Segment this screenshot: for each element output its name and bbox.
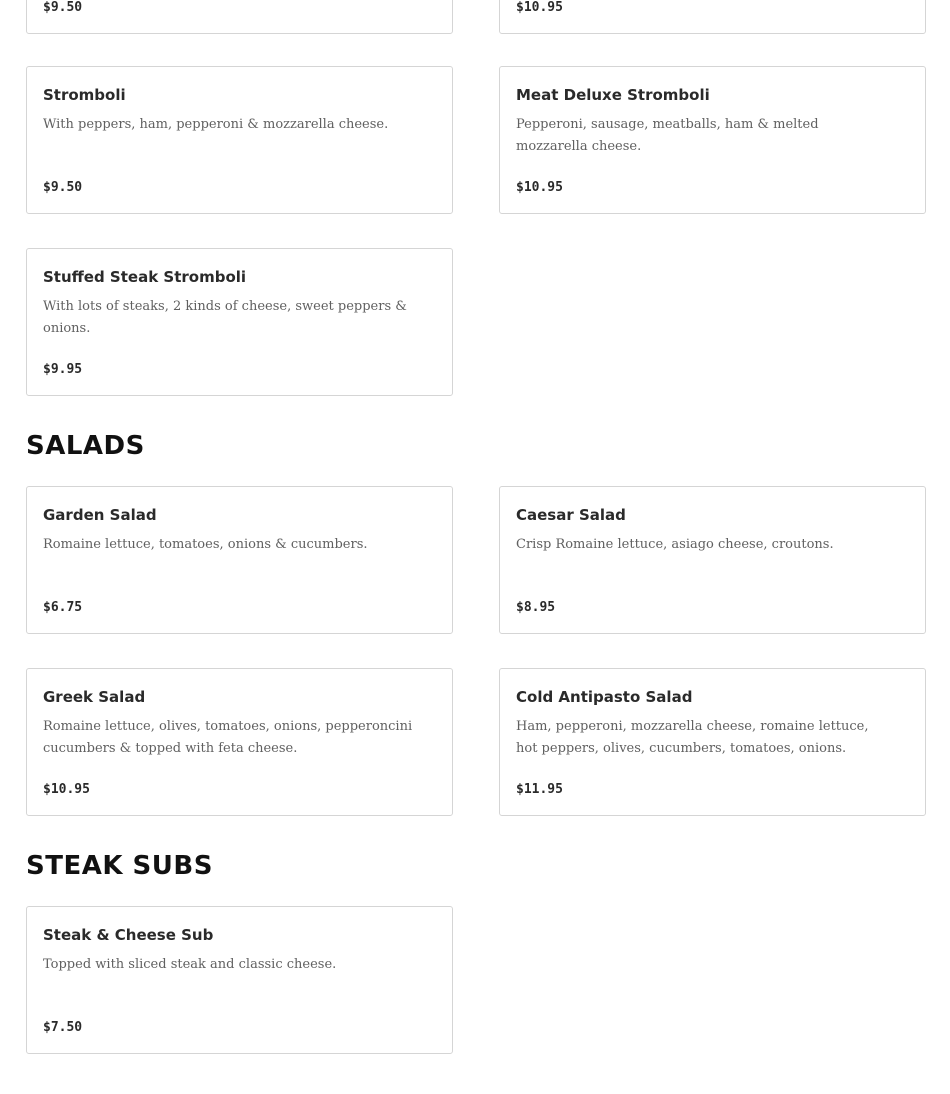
menu-item-price: $9.95 [43,362,83,377]
menu-item-price: $6.75 [43,600,83,615]
menu-item-card[interactable] [499,0,926,34]
menu-item-name: Meat Deluxe Stromboli [516,86,710,104]
menu-item-name: Cold Antipasto Salad [516,688,693,706]
menu-item-description: Topped with sliced steak and classic cheese. [43,957,337,972]
menu-item-price: $11.95 [516,782,563,797]
menu-item-description: Pepperoni, sausage, meatballs, ham & melted mozzarella cheese. [516,117,819,154]
menu-item-name: Stromboli [43,86,126,104]
menu-item-card[interactable] [499,66,926,214]
menu-item-description: Romaine lettuce, olives, tomatoes, onions, pepperoncini cucumbers & topped with feta cheese. [43,719,413,756]
menu-item-card[interactable] [26,668,453,816]
menu-item-price: $9.50 [43,180,83,195]
menu-item-description: Romaine lettuce, tomatoes, onions & cucumbers. [43,537,368,552]
menu-item-description: With lots of steaks, 2 kinds of cheese, sweet peppers & onions. [43,299,407,336]
menu-item-name: Stuffed Steak Stromboli [43,268,247,286]
section-title-salads: SALADS [26,431,145,461]
menu-item-description: With peppers, ham, pepperoni & mozzarella cheese. [43,117,389,132]
menu-item-card[interactable] [26,486,453,634]
menu-item-name: Garden Salad [43,506,157,524]
menu-item-description: Ham, pepperoni, mozzarella cheese, romaine lettuce, hot peppers, olives, cucumbers, tomatoes, onions. [516,719,869,756]
menu-item-price: $8.95 [516,600,556,615]
menu-item-price: $10.95 [516,180,563,195]
section-title-steak-subs: STEAK SUBS [26,851,213,881]
menu-item-description: Crisp Romaine lettuce, asiago cheese, croutons. [516,537,834,552]
menu-item-name: Greek Salad [43,688,146,706]
menu-item-card[interactable] [26,0,453,34]
menu-item-card[interactable] [499,486,926,634]
menu-item-card[interactable] [26,66,453,214]
menu-item-name: Steak & Cheese Sub [43,926,214,944]
menu-item-card[interactable] [499,668,926,816]
menu-item-price: $7.50 [43,1020,83,1035]
menu-item-price: $10.95 [43,782,90,797]
menu-item-price: $10.95 [516,0,563,15]
menu-item-card[interactable] [26,248,453,396]
menu-item-price: $9.50 [43,0,83,15]
menu-item-name: Caesar Salad [516,506,626,524]
menu-item-card[interactable] [26,906,453,1054]
